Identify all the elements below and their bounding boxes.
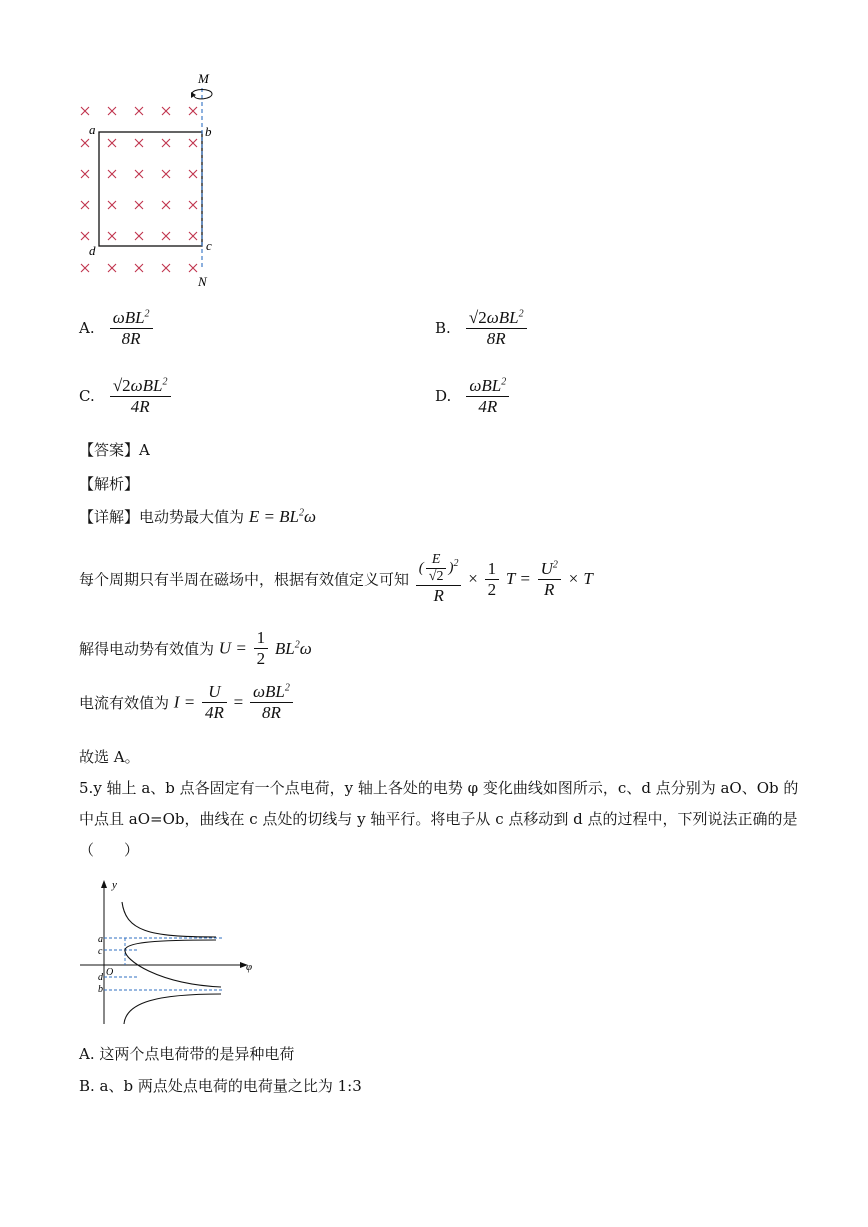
field-cross — [108, 232, 116, 240]
label-M: M — [198, 71, 209, 86]
field-cross — [81, 170, 89, 178]
label-d: d — [89, 243, 96, 258]
field-cross — [189, 139, 197, 147]
detail-line-2: 每个周期只有半周在磁场中，根据有效值定义可知 ( $\frac{E}{√2}$ )$^2$ R × $\frac{1}{2}$ T = $\frac{U^2}{R}$ × T — [79, 552, 593, 605]
option-letter: B. — [435, 319, 451, 337]
option-fraction: $\frac{√2\omega BL^2}{4R}$ — [110, 376, 171, 417]
square-loop — [99, 132, 202, 246]
label-a: a — [89, 122, 96, 137]
field-cross — [135, 107, 143, 115]
field-cross — [162, 232, 170, 240]
field-cross — [108, 201, 116, 209]
option-c — [79, 376, 173, 417]
label-c: c — [206, 238, 212, 253]
label-N: N — [198, 274, 207, 289]
field-cross — [189, 264, 197, 272]
option-fraction: $\frac{√2\omega BL^2}{8R}$ — [466, 308, 527, 349]
field-cross — [189, 170, 197, 178]
svg-text:c: c — [98, 946, 103, 957]
svg-text:O: O — [106, 967, 114, 978]
label-b: b — [205, 124, 212, 139]
detail-line-3: 解得电动势有效值为 U = $\frac{1}{2}$ $BL^2\omega$ — [79, 628, 312, 668]
option-5b: B. a、b 两点处点电荷的电荷量之比为 1:3 — [79, 1077, 362, 1095]
field-cross — [135, 264, 143, 272]
svg-text:y: y — [112, 879, 117, 891]
detail-line-1: 【详解】电动势最大值为 $E = BL^2\omega$ — [79, 507, 317, 526]
field-cross — [135, 139, 143, 147]
field-cross — [162, 107, 170, 115]
option-fraction: $\frac{\omega BL^2}{4R}$ — [466, 376, 509, 417]
detail-line-4: 电流有效值为 I = $\frac{U}{4R}$ = $\frac{\omega BL^2}{8R}$ — [79, 682, 295, 723]
field-cross — [162, 264, 170, 272]
field-cross — [81, 139, 89, 147]
svg-text:a: a — [98, 934, 103, 945]
option-5a: A. 这两个点电荷带的是异种电荷 — [79, 1045, 295, 1063]
field-cross — [162, 201, 170, 209]
field-cross — [81, 201, 89, 209]
option-letter: A. — [79, 319, 95, 337]
field-cross — [108, 139, 116, 147]
field-cross — [108, 170, 116, 178]
field-cross — [162, 139, 170, 147]
answer-line: 【答案】A — [79, 441, 150, 459]
svg-text:d: d — [98, 972, 103, 983]
field-cross — [81, 232, 89, 240]
conclusion: 故选 A。 — [79, 748, 140, 766]
field-cross — [135, 232, 143, 240]
field-cross — [81, 107, 89, 115]
field-cross — [135, 201, 143, 209]
field-cross — [81, 264, 89, 272]
field-cross — [189, 201, 197, 209]
option-letter: D. — [435, 387, 452, 405]
analysis-label: 【解析】 — [79, 475, 140, 493]
option-letter: C. — [79, 387, 95, 405]
field-cross — [108, 264, 116, 272]
field-cross — [189, 107, 197, 115]
svg-text:b: b — [98, 984, 103, 995]
option-fraction: $\frac{\omega BL^2}{8R}$ — [110, 308, 153, 349]
option-d — [435, 376, 511, 417]
option-a — [79, 308, 155, 349]
field-cross — [135, 170, 143, 178]
option-b — [435, 308, 529, 349]
field-cross — [189, 232, 197, 240]
loop-field-figure — [70, 68, 240, 293]
field-cross — [162, 170, 170, 178]
question-5: 5.y 轴上 a、b 点各固定有一个点电荷，y 轴上各处的电势 φ 变化曲线如图所示，c、d 点分别为 aO、Ob 的 中点且 aO=Ob，曲线在 c 点处的切线与 y 轴平行。将电子从 c 点移动到 d 点的过程中，下列说法正确的是 （ ） — [79, 779, 799, 859]
field-cross — [108, 107, 116, 115]
svg-text:φ: φ — [246, 961, 253, 973]
potential-curve-figure — [78, 876, 258, 1028]
